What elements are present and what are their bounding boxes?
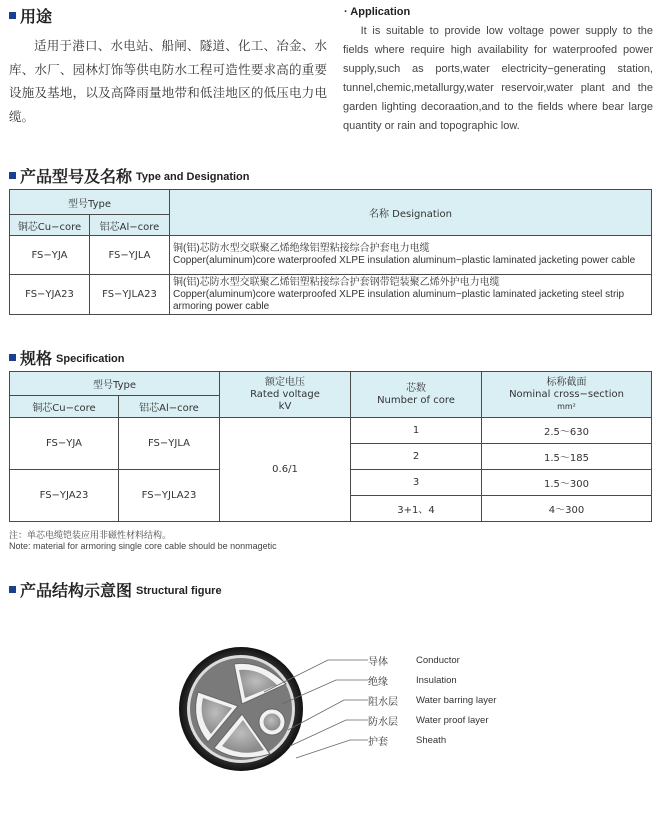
spec-voltage-cell: 0.6/1 <box>220 418 351 522</box>
structure-title-en: Structural figure <box>136 585 222 597</box>
spec-heading <box>9 346 124 369</box>
spec-header-section-en: Nominal cross−section <box>509 388 624 400</box>
application-text: It is suitable to provide low voltage power supply to the fields where require high availability for waterproofed power supply,such as ports,water electricity−generating station, tunnel,chemic,metallurgy,water reservoir,water plant and the garden lighting decoraation,and to the fields where bear large quantity or rain and topographic low. <box>343 25 653 132</box>
designation-cu-cell: FS−YJA23 <box>10 275 90 315</box>
designation-header-al: 铝芯Al−core <box>90 215 170 236</box>
spec-note-cn: 注：单芯电缆铠装应用非磁性材料结构。 <box>9 530 172 540</box>
designation-cu-cell: FS−YJA <box>10 236 90 275</box>
spec-header-cores-cn: 芯数 <box>406 382 426 394</box>
heading-square-icon <box>9 354 16 361</box>
spec-header-al: 铝芯Al−core <box>119 396 220 418</box>
heading-square-icon <box>9 12 16 19</box>
legend-water-proof-cn: 防水层 <box>368 717 398 728</box>
neutral-core-conductor <box>264 714 281 731</box>
spec-header-cores <box>351 372 482 418</box>
legend-water-barring-en: Water barring layer <box>416 695 497 706</box>
spec-header-type: 型号Type <box>10 372 220 396</box>
designation-name-cn: 铜(铝)芯防水型交联聚乙烯绝缘铝塑粘接综合护套电力电缆 <box>173 243 430 254</box>
spec-header-section-unit: mm² <box>557 401 576 411</box>
spec-header-section <box>482 372 652 418</box>
legend-sheath-cn: 护套 <box>368 737 388 748</box>
table-row <box>10 236 652 275</box>
spec-header-voltage <box>220 372 351 418</box>
heading-square-icon <box>9 172 16 179</box>
application-title: · Application <box>344 6 411 18</box>
legend-insulation-cn: 绝缘 <box>368 677 388 688</box>
designation-heading <box>9 164 250 187</box>
spec-cores-cell: 3+1、4 <box>351 496 482 522</box>
legend-insulation-en: Insulation <box>416 675 457 686</box>
legend-water-proof-en: Water proof layer <box>416 715 489 726</box>
spec-header-cores-en: Number of core <box>377 394 455 406</box>
legend-water-barring-cn: 阻水层 <box>368 697 398 708</box>
spec-title-cn: 规格 <box>20 349 53 368</box>
structure-title-cn: 产品结构示意图 <box>20 581 133 600</box>
spec-section-cell: 2.5～630 <box>482 418 652 444</box>
spec-section-cell: 1.5～185 <box>482 444 652 470</box>
designation-name-cell <box>170 275 652 315</box>
designation-al-cell: FS−YJLA23 <box>90 275 170 315</box>
designation-title-en: Type and Designation <box>136 171 250 183</box>
legend-conductor-cn: 导体 <box>368 657 388 668</box>
spec-al-cell: FS−YJLA23 <box>119 470 220 522</box>
spec-section-cell: 1.5～300 <box>482 470 652 496</box>
legend-conductor-en: Conductor <box>416 655 460 666</box>
heading-square-icon <box>9 586 16 593</box>
spec-header-section-cn: 标称截面 <box>546 376 587 388</box>
designation-name-en: Copper(aluminum)core waterproofed XLPE insulation aluminum−plastic laminated jacketing power cable <box>173 255 636 266</box>
designation-name-cell <box>170 236 652 275</box>
designation-header-type: 型号Type <box>10 190 170 215</box>
spec-header-voltage-cn: 额定电压 <box>265 376 305 388</box>
spec-title-en: Specification <box>56 353 125 365</box>
designation-table <box>9 189 652 315</box>
spec-cu-cell: FS−YJA23 <box>10 470 119 522</box>
designation-header-name: 名称 Designation <box>170 190 652 236</box>
spec-section-cell: 4～300 <box>482 496 652 522</box>
designation-title-cn: 产品型号及名称 <box>20 167 133 186</box>
spec-cu-cell: FS−YJA <box>10 418 119 470</box>
spec-note-en: Note: material for armoring single core cable should be nonmagetic <box>9 541 277 551</box>
spec-header-voltage-en: Rated voltage <box>250 388 320 400</box>
spec-cores-cell: 1 <box>351 418 482 444</box>
spec-cores-cell: 2 <box>351 444 482 470</box>
spec-table <box>9 371 652 522</box>
usage-heading <box>9 4 52 27</box>
table-row <box>10 275 652 315</box>
usage-title: 用途 <box>20 7 53 26</box>
spec-cores-cell: 3 <box>351 470 482 496</box>
structure-heading <box>9 578 222 601</box>
spec-header-cu: 铜芯Cu−core <box>10 396 119 418</box>
usage-text-cn: 适用于港口、水电站、船闸、隧道、化工、冶金、水库、水厂、园林灯饰等供电防水工程可造性要求高的重要设施及基地，以及高降雨量地带和低洼地区的低压电力电缆。 <box>9 38 327 124</box>
cable-cross-section-figure <box>178 630 378 790</box>
spec-al-cell: FS−YJLA <box>119 418 220 470</box>
spec-header-voltage-unit: kV <box>278 400 292 412</box>
designation-al-cell: FS−YJLA <box>90 236 170 275</box>
designation-name-cn: 铜(铝)芯防水型交联聚乙烯铝塑粘接综合护套钢带铠装聚乙烯外护电力电缆 <box>173 276 500 288</box>
legend-sheath-en: Sheath <box>416 735 447 746</box>
designation-header-cu: 铜芯Cu−core <box>10 215 90 236</box>
designation-name-en: Copper(aluminum)core waterproofed XLPE insulation aluminum−plastic laminated jacketing steel strip armoring power cable <box>173 288 625 312</box>
table-row <box>10 418 652 444</box>
